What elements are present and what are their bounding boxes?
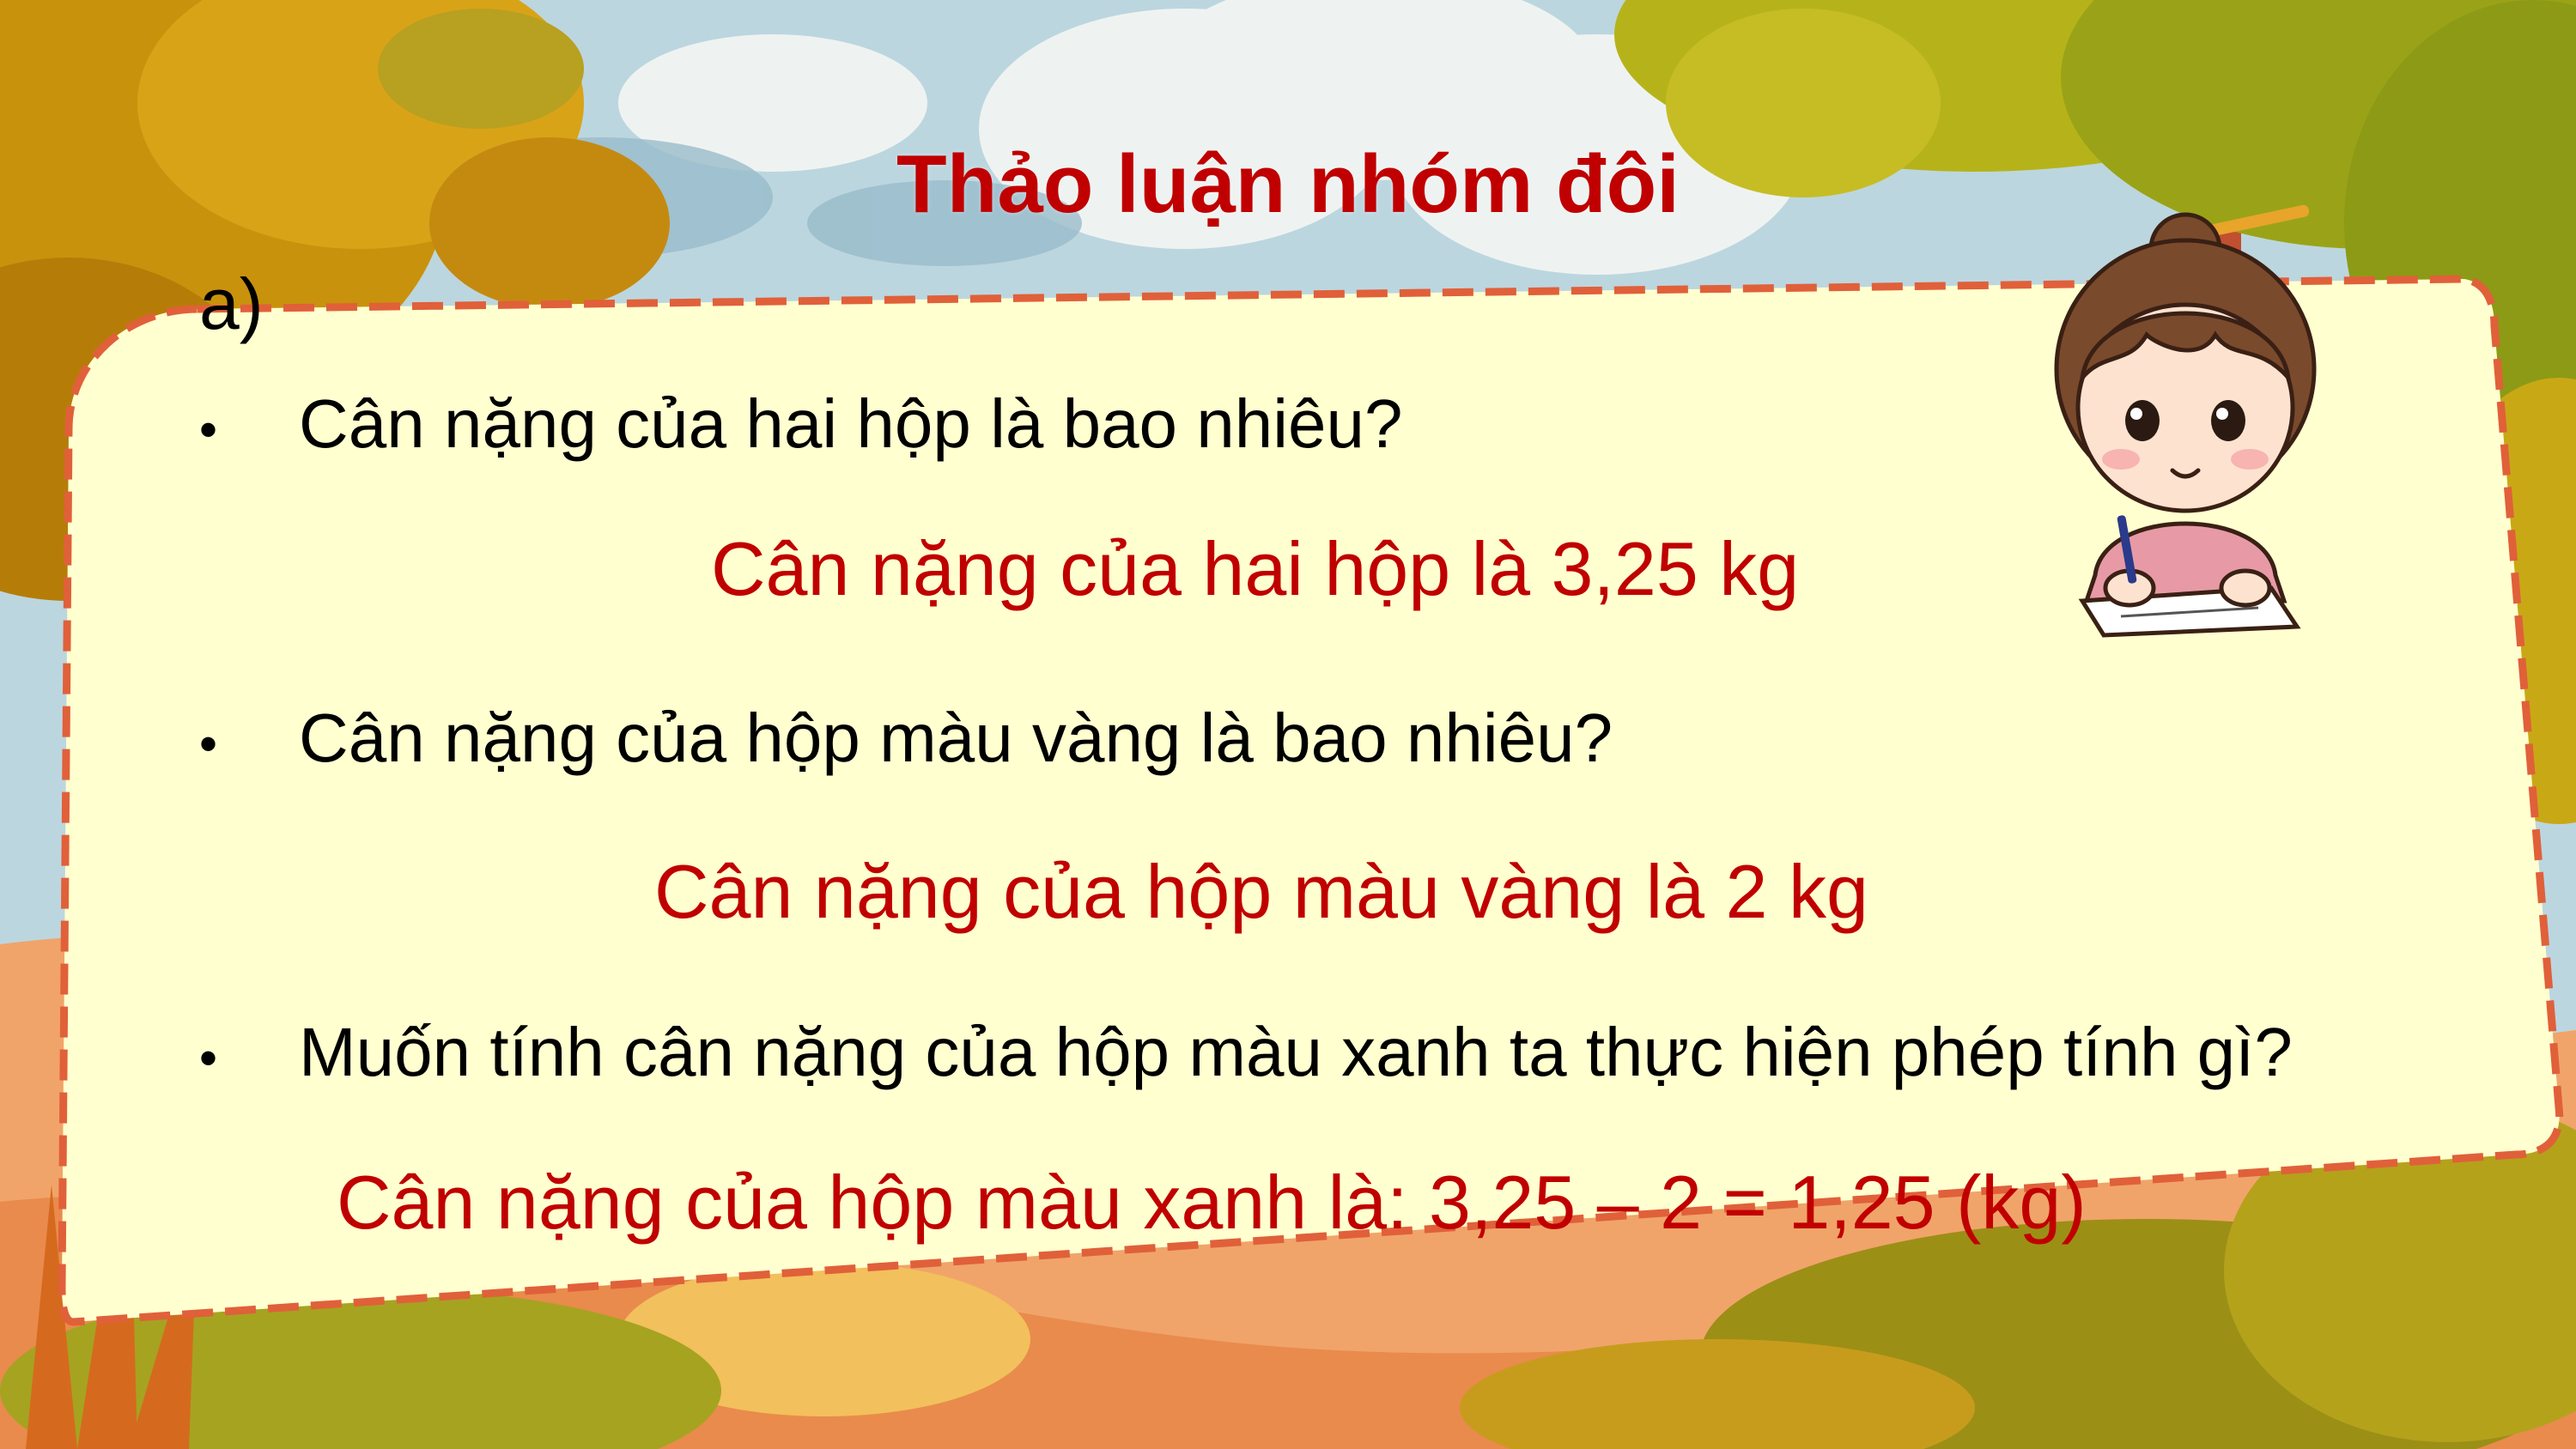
slide-title: Thảo luận nhóm đôi xyxy=(896,138,1680,230)
answer-1: Cân nặng của hai hộp là 3,25 kg xyxy=(711,526,1800,611)
bullet-dot: • xyxy=(199,1029,218,1087)
girl-writing-icon xyxy=(2044,197,2327,644)
question-3-text: Muốn tính cân nặng của hộp màu xanh ta thực hiện phép tính gì? xyxy=(299,1014,2293,1090)
bullet-dot: • xyxy=(199,401,218,458)
answer-2: Cân nặng của hộp màu vàng là 2 kg xyxy=(654,849,1868,934)
part-label: a) xyxy=(199,264,264,344)
question-3 xyxy=(199,1013,2293,1092)
question-1 xyxy=(199,385,1403,464)
answer-3: Cân nặng của hộp màu xanh là: 3,25 – 2 = 1,25 (kg) xyxy=(337,1160,2087,1245)
bullet-dot: • xyxy=(199,715,218,773)
question-1-text: Cân nặng của hai hộp là bao nhiêu? xyxy=(299,385,1403,462)
question-2-text: Cân nặng của hộp màu vàng là bao nhiêu? xyxy=(299,700,1613,776)
question-2 xyxy=(199,699,1613,778)
